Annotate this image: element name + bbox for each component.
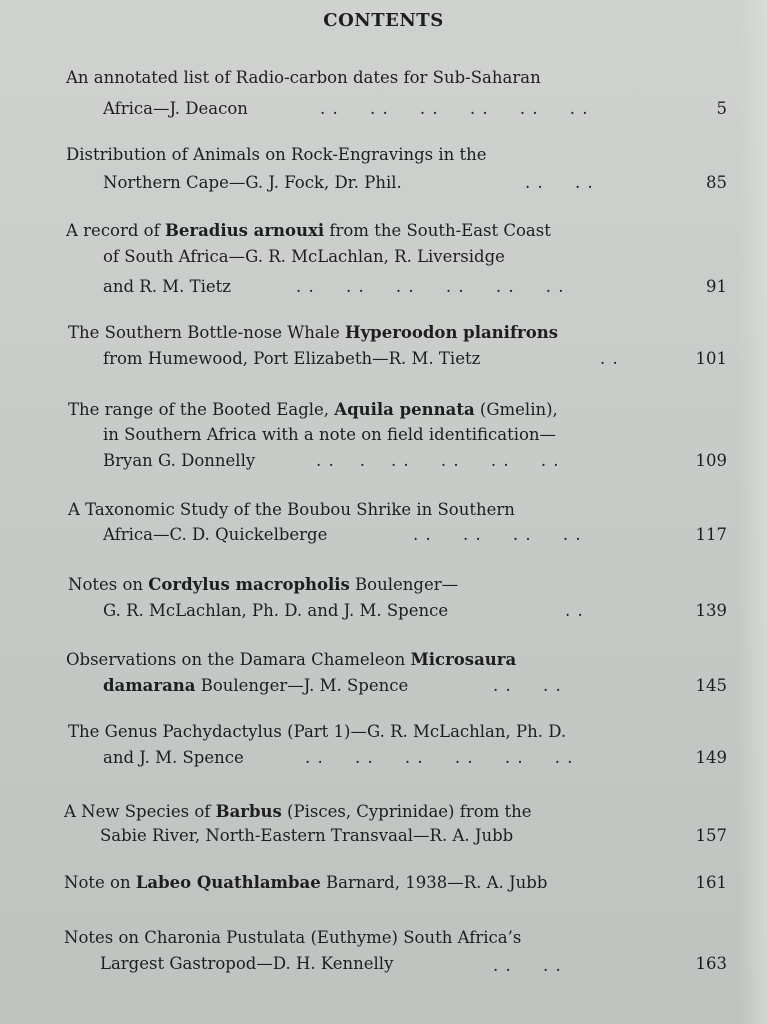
entry-line: Sabie River, North-Eastern Transvaal—R. A. Jubb [100, 826, 514, 845]
leader-dots: . . [565, 601, 584, 620]
entry-line [68, 575, 458, 594]
entry-text: Boulenger— [349, 575, 459, 594]
page-number: 91 [706, 277, 727, 296]
entry-line: G. R. McLachlan, Ph. D. and J. M. Spence [103, 601, 449, 620]
leader-dots: . . . . [525, 173, 594, 192]
entry-line [66, 221, 551, 240]
entry-line: in Southern Africa with a note on field identification— [103, 425, 557, 444]
entry-text: The range of the Booted Eagle, [68, 400, 335, 419]
entry-line: The Genus Pachydactylus (Part 1)—G. R. McLachlan, Ph. D. [68, 722, 567, 741]
entry-line: Bryan G. Donnelly [103, 451, 256, 470]
leader-dots: . . . . [493, 956, 562, 975]
entry-text: A New Species of [64, 802, 216, 821]
entry-line: An annotated list of Radio-carbon dates for Sub-Saharan [66, 68, 541, 87]
entry-text: (Gmelin), [474, 400, 558, 419]
entry-text: A record of [66, 221, 165, 240]
page-number: 145 [695, 676, 727, 695]
species-name: Cordylus macropholis [148, 575, 350, 594]
page-number: 139 [695, 601, 727, 620]
page-title: CONTENTS [323, 10, 444, 31]
page-number: 161 [695, 873, 727, 892]
entry-line [68, 400, 558, 419]
species-name: Barbus [215, 802, 282, 821]
page-number: 5 [716, 99, 727, 118]
entry-line [66, 650, 516, 669]
entry-line [68, 323, 558, 342]
entry-line [64, 802, 532, 821]
species-name: Microsaura [410, 650, 517, 669]
entry-text: (Pisces, Cyprinidae) from the [281, 802, 532, 821]
leader-dots: . . . . . . . . . . . . [305, 748, 574, 767]
entry-text: Note on [64, 873, 136, 892]
page-number: 149 [695, 748, 727, 767]
entry-text: Barnard, 1938—R. A. Jubb [320, 873, 548, 892]
entry-line: A Taxonomic Study of the Boubou Shrike in Southern [68, 500, 515, 519]
entry-line: Africa—J. Deacon [103, 99, 248, 118]
entry-line: and R. M. Tietz [103, 277, 231, 296]
entry-line: Africa—C. D. Quickelberge [103, 525, 328, 544]
leader-dots: . . . . . . . . . . . . [296, 277, 565, 296]
page-number: 157 [695, 826, 727, 845]
entry-line: Northern Cape—G. J. Fock, Dr. Phil. [103, 173, 402, 192]
entry-line [64, 873, 547, 892]
entry-text: Observations on the Damara Chameleon [66, 650, 411, 669]
page-number: 101 [695, 349, 727, 368]
page-number: 85 [706, 173, 727, 192]
species-name: damarana [103, 676, 196, 695]
entry-text: The Southern Bottle-nose Whale [68, 323, 345, 342]
leader-dots: . . . . [493, 676, 562, 695]
species-name: Hyperoodon planifrons [344, 323, 559, 342]
entry-line: Largest Gastropod—D. H. Kennelly [100, 954, 394, 973]
species-name: Labeo Quathlambae [135, 873, 321, 892]
species-name: Aquila pennata [334, 400, 475, 419]
leader-dots: . . . . . . . . . . . [316, 451, 560, 470]
leader-dots: . . . . . . . . [413, 525, 582, 544]
species-name: Beradius arnouxi [164, 221, 325, 240]
entry-line: of South Africa—G. R. McLachlan, R. Liversidge [103, 247, 505, 266]
leader-dots: . . . . . . . . . . . . [320, 99, 589, 118]
entry-text: from the South-East Coast [324, 221, 551, 240]
leader-dots: . . [600, 349, 619, 368]
entry-text: Notes on [68, 575, 149, 594]
entry-line: and J. M. Spence [103, 748, 244, 767]
page-number: 109 [695, 451, 727, 470]
entry-text: Boulenger—J. M. Spence [195, 676, 409, 695]
entry-line: Notes on Charonia Pustulata (Euthyme) South Africa’s [64, 928, 522, 947]
entry-line: Distribution of Animals on Rock-Engravings in the [66, 145, 487, 164]
entry-line [103, 676, 408, 695]
page-number: 163 [695, 954, 727, 973]
entry-line: from Humewood, Port Elizabeth—R. M. Tietz [103, 349, 481, 368]
page-number: 117 [695, 525, 727, 544]
